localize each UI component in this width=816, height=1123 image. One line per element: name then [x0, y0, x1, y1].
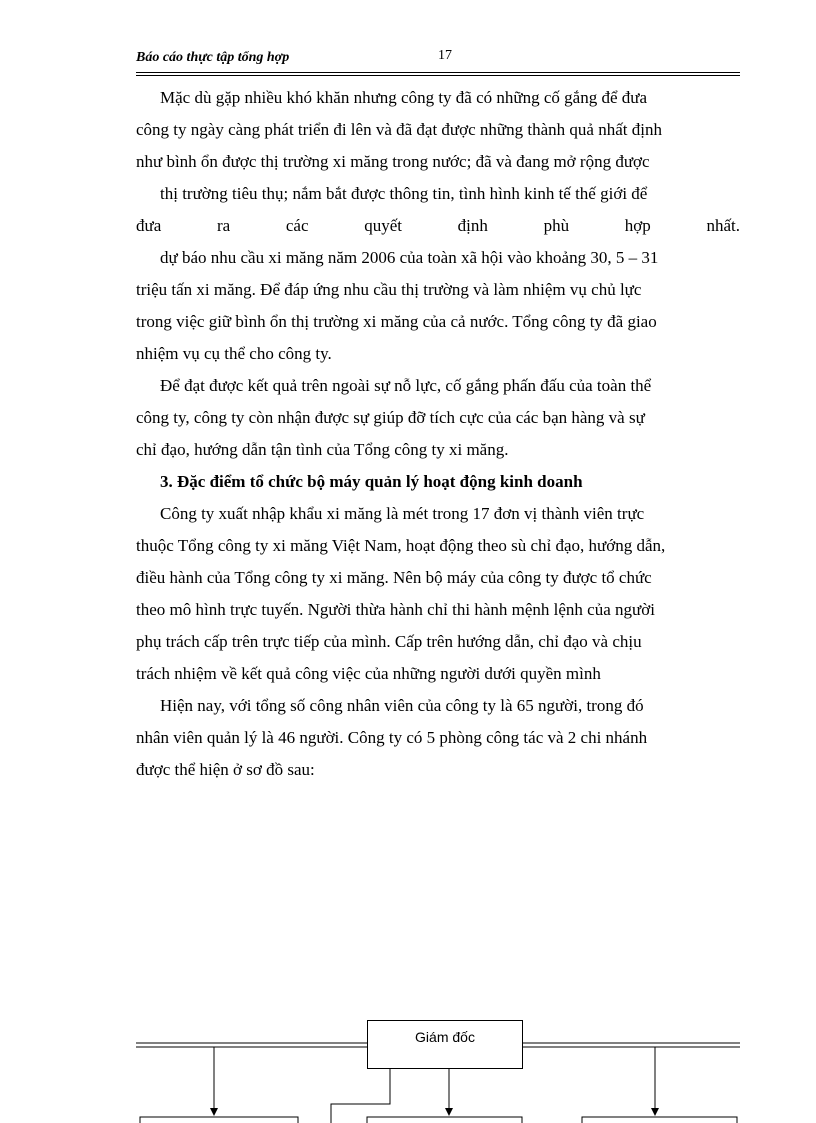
text-line: nhiệm vụ cụ thể cho công ty. — [136, 344, 332, 363]
chart-box-bottom — [140, 1117, 298, 1123]
text-line: theo mô hình trực tuyến. Người thừa hành chỉ thi hành mệnh lệnh của người — [136, 600, 655, 619]
text-line: trách nhiệm về kết quả công việc của những người dưới quyền mình — [136, 664, 601, 683]
text-line: dự báo nhu cầu xi măng năm 2006 của toàn xã hội vào khoảng 30, 5 – 31 — [160, 248, 659, 267]
word: định — [457, 216, 488, 235]
arrow-head — [210, 1108, 218, 1116]
header-title: Báo cáo thực tập tổng hợp — [136, 50, 290, 65]
section-heading: 3. Đặc điểm tổ chức bộ máy quản lý hoạt động kinh doanh — [160, 472, 583, 491]
text-line: Để đạt được kết quả trên ngoài sự nỗ lực, cố gắng phấn đấu của toàn thể — [160, 376, 652, 395]
text-line: công ty ngày càng phát triển đi lên và đã đạt được những thành quả nhất định — [136, 120, 662, 139]
text-line: triệu tấn xi măng. Để đáp ứng nhu cầu thị trường và làm nhiệm vụ chủ lực — [136, 280, 642, 299]
word: các — [285, 216, 309, 235]
text-line: thuộc Tổng công ty xi măng Việt Nam, hoạt động theo sù chỉ đạo, hướng dẫn, — [136, 536, 666, 555]
arrow-head — [651, 1108, 659, 1116]
director-box — [367, 1020, 523, 1069]
chart-connector — [331, 1069, 390, 1123]
text-line: công ty, công ty còn nhận được sự giúp đỡ tích cực của các bạn hàng và sự — [136, 408, 645, 427]
text-line: chỉ đạo, hướng dẫn tận tình của Tổng công ty xi măng. — [136, 440, 509, 459]
chart-box-bottom — [367, 1117, 522, 1123]
text-line: trong việc giữ bình ổn thị trường xi măng của cả nước. Tổng công ty đã giao — [136, 312, 657, 331]
text-line: như bình ổn được thị trường xi măng trong nước; đã và đang mở rộng được — [136, 152, 650, 171]
text-line: phụ trách cấp trên trực tiếp của mình. Cấp trên hướng dẫn, chỉ đạo và chịu — [136, 632, 642, 651]
word: ra — [216, 216, 231, 235]
text-line: Hiện nay, với tổng số công nhân viên của công ty là 65 người, trong đó — [160, 696, 644, 715]
word: quyết — [364, 216, 402, 235]
text-line: nhân viên quản lý là 46 người. Công ty có 5 phòng công tác và 2 chi nhánh — [136, 728, 648, 747]
text-line: thị trường tiêu thụ; nắm bắt được thông tin, tình hình kinh tế thế giới để — [160, 184, 648, 203]
word: nhất. — [706, 216, 740, 235]
text-line: điều hành của Tổng công ty xi măng. Nên bộ máy của công ty được tổ chức — [136, 568, 652, 587]
arrow-head — [445, 1108, 453, 1116]
word: phù — [543, 216, 570, 235]
chart-box-bottom — [582, 1117, 737, 1123]
text-line: được thể hiện ở sơ đồ sau: — [136, 760, 315, 779]
text-line: Mặc dù gặp nhiều khó khăn nhưng công ty đã có những cố gắng để đưa — [160, 88, 647, 107]
text-line: Công ty xuất nhập khẩu xi măng là mét trong 17 đơn vị thành viên trực — [160, 504, 645, 523]
director-label: Giám đốc — [415, 1029, 475, 1045]
word: đưa — [136, 216, 162, 235]
page-number: 17 — [438, 48, 452, 63]
word: hợp — [624, 216, 651, 235]
